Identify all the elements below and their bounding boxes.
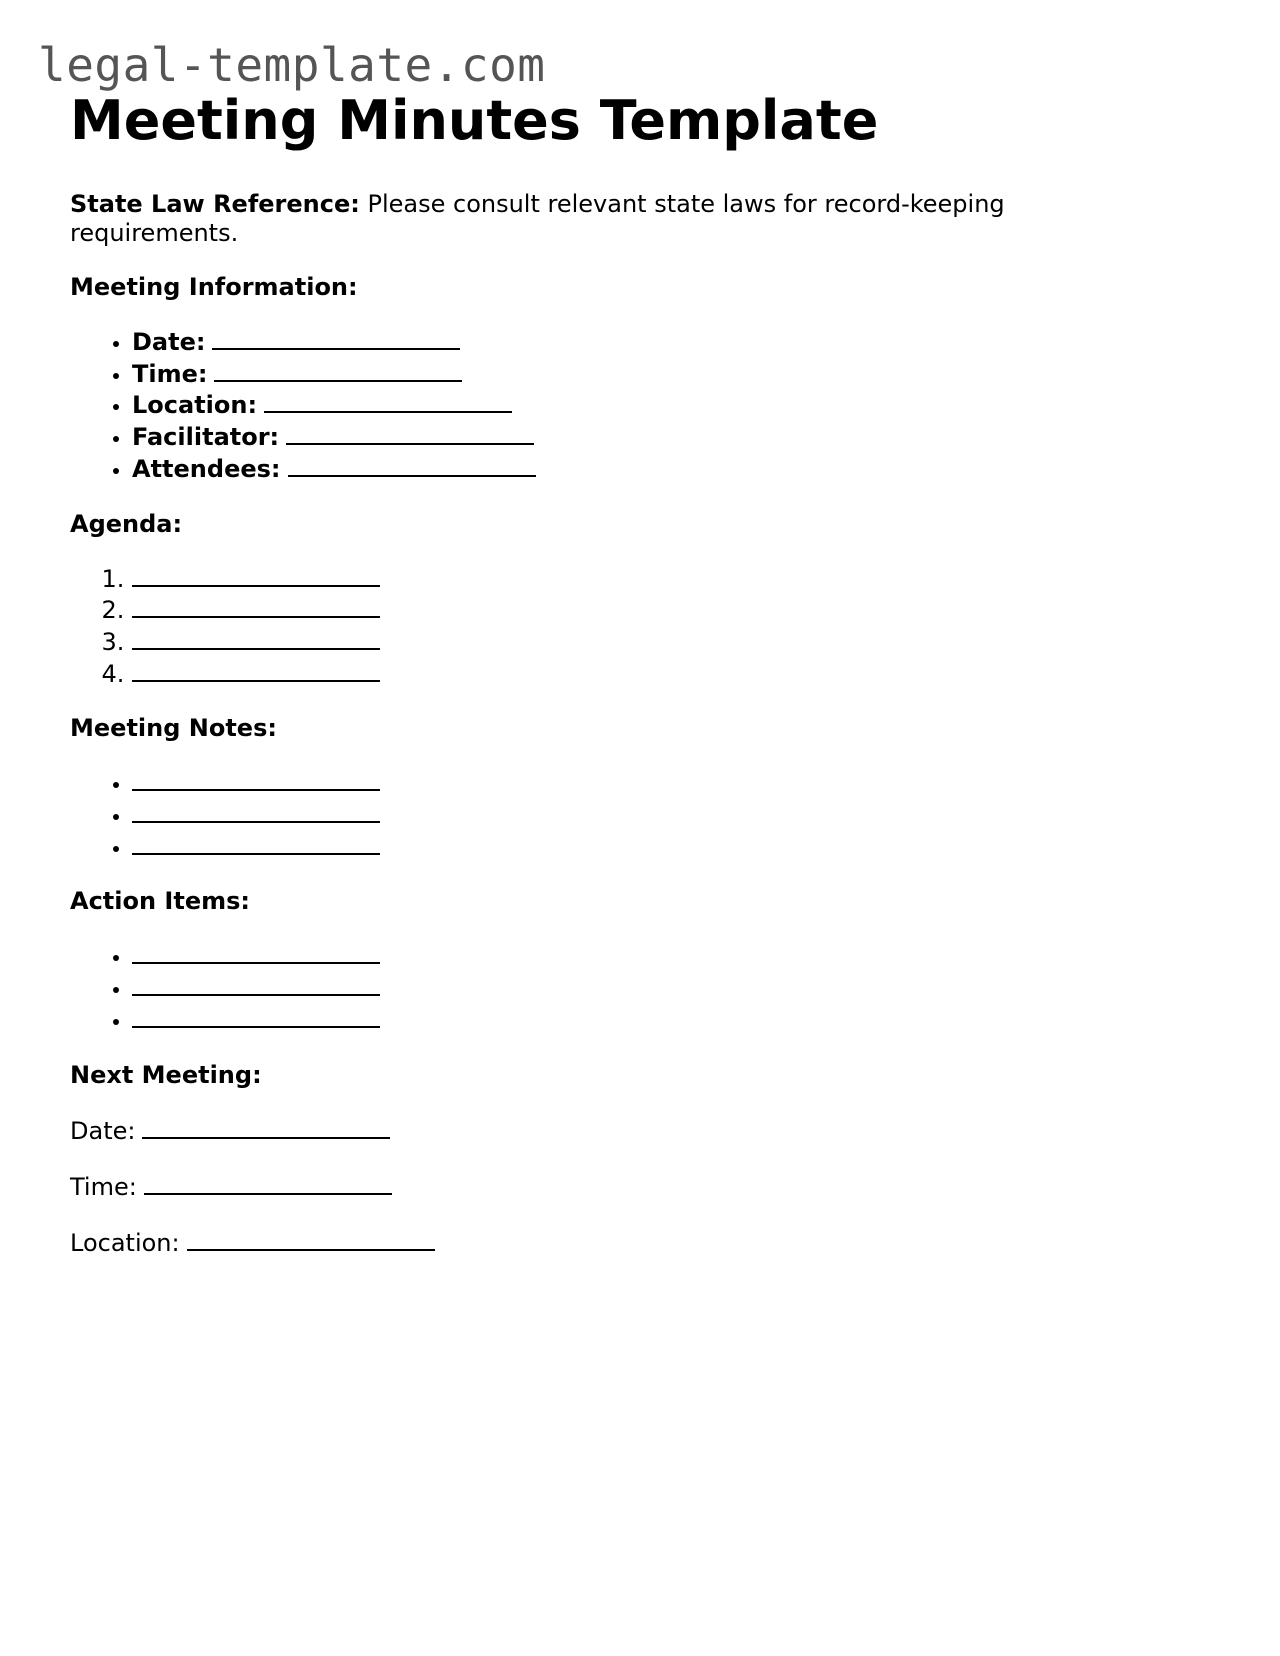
time-blank[interactable] [214,358,462,382]
field-label-facilitator: Facilitator: [132,423,280,452]
field-label-date: Date: [132,328,206,356]
list-item [132,658,1170,690]
list-item [132,594,1170,626]
list-item [132,972,1170,1004]
document-body [70,86,1170,1258]
agenda-item-blank[interactable] [132,658,380,682]
list-item [132,626,1170,658]
field-label-time: Time: [132,359,208,388]
state-law-text: Please consult relevant state laws for record-keeping requirements. [70,190,1005,247]
next-meeting-date [70,1115,1170,1146]
next-meeting-heading: Next Meeting: [70,1060,262,1089]
meeting-info-list [70,326,1170,485]
next-date-blank[interactable] [142,1115,390,1139]
note-blank[interactable] [132,767,380,791]
agenda-heading: Agenda: [70,509,183,538]
list-item [132,389,1170,421]
list-item [132,831,1170,863]
next-meeting-location [70,1227,1170,1258]
note-blank[interactable] [132,831,380,855]
note-blank[interactable] [132,799,380,823]
meeting-info-heading: Meeting Information: [70,273,358,301]
state-law-reference [70,190,1170,248]
next-location-label: Location: [70,1228,180,1257]
date-blank[interactable] [212,326,460,350]
action-items-heading: Action Items: [70,887,250,916]
location-blank[interactable] [264,389,512,413]
action-item-blank[interactable] [132,1004,380,1028]
agenda-item-blank[interactable] [132,594,380,618]
next-time-blank[interactable] [144,1171,392,1195]
meeting-notes-heading: Meeting Notes: [70,714,277,743]
next-time-label: Time: [70,1172,137,1201]
action-item-blank[interactable] [132,940,380,964]
list-item [132,799,1170,831]
attendees-blank[interactable] [288,453,536,477]
next-date-label: Date: [70,1116,136,1145]
list-item [132,358,1170,390]
agenda-item-blank[interactable] [132,626,380,650]
next-location-blank[interactable] [187,1227,435,1251]
action-item-blank[interactable] [132,972,380,996]
next-meeting-time [70,1171,1170,1202]
page-title: Meeting Minutes Template [70,89,879,152]
state-law-label: State Law Reference: [70,190,360,218]
meeting-notes-list [70,767,1170,862]
list-item [132,767,1170,799]
list-item [132,326,1170,358]
agenda-item-blank[interactable] [132,563,380,587]
watermark-logo: legal-template.com [38,38,546,92]
field-label-location: Location: [132,391,258,420]
list-item [132,453,1170,485]
list-item [132,563,1170,595]
facilitator-blank[interactable] [286,421,534,445]
action-items-list [70,940,1170,1035]
list-item [132,1004,1170,1036]
field-label-attendees: Attendees: [132,454,281,483]
agenda-list [70,563,1170,690]
list-item [132,940,1170,972]
list-item [132,421,1170,453]
